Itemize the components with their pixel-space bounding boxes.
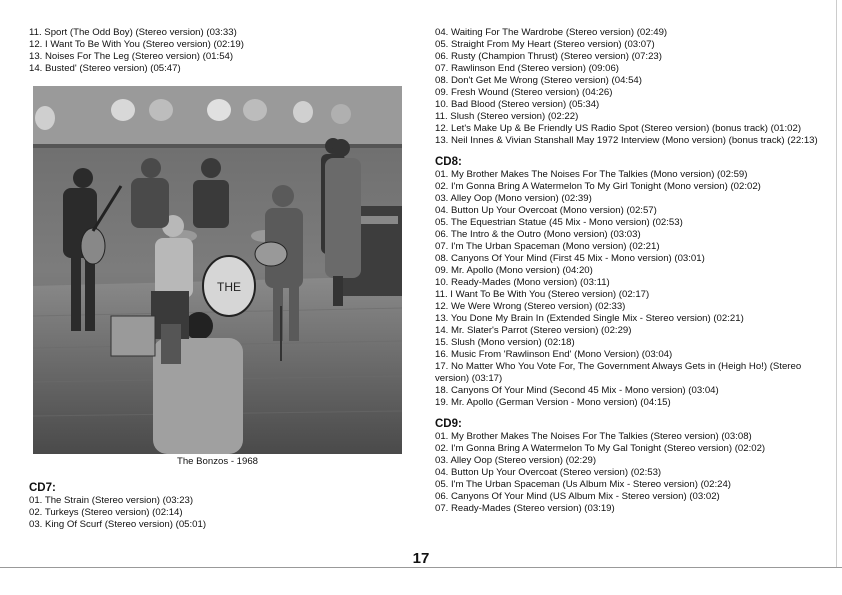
track-line: 01. My Brother Makes The Noises For The Talkies (Stereo version) (03:08)	[435, 431, 752, 442]
track-line: 15. Slush (Mono version) (02:18)	[435, 337, 575, 348]
track-line: 04. Waiting For The Wardrobe (Stereo version) (02:49)	[435, 27, 668, 38]
track-line: 07. I'm The Urban Spaceman (Mono version) (02:21)	[435, 241, 660, 252]
track-line: 02. I'm Gonna Bring A Watermelon To My Gal Tonight (Stereo version) (02:02)	[435, 443, 766, 454]
track-line: 16. Music From 'Rawlinson End' (Mono Version) (03:04)	[435, 349, 673, 360]
right-edge-divider	[836, 0, 837, 567]
photo-caption: The Bonzos - 1968	[176, 456, 259, 467]
left-top-tracklist	[29, 27, 404, 75]
track-line: 12. I Want To Be With You (Stereo version) (02:19)	[29, 39, 244, 50]
cd9-heading: CD9:	[435, 418, 462, 430]
right-tracklist-column	[435, 27, 820, 515]
bottom-divider	[0, 567, 842, 568]
track-line: 11. I Want To Be With You (Stereo version) (02:17)	[435, 289, 650, 300]
track-line: 12. Let's Make Up & Be Friendly US Radio Spot (Stereo version) (bonus track) (01:02)	[435, 123, 802, 134]
track-line: 11. Slush (Stereo version) (02:22)	[435, 111, 579, 122]
cd6-continued-section	[435, 27, 820, 147]
track-line: 02. I'm Gonna Bring A Watermelon To My Girl Tonight (Mono version) (02:02)	[435, 181, 761, 192]
track-line: 08. Don't Get Me Wrong (Stereo version) (04:54)	[435, 75, 642, 86]
track-line: 01. My Brother Makes The Noises For The Talkies (Mono version) (02:59)	[435, 169, 748, 180]
cd9-section	[435, 417, 820, 515]
track-line: 13. Neil Innes & Vivian Stanshall May 1972 Interview (Mono version) (bonus track) (22:13)	[435, 135, 818, 146]
track-line: 03. Alley Oop (Mono version) (02:39)	[435, 193, 592, 204]
track-line: 10. Ready-Mades (Mono version) (03:11)	[435, 277, 610, 288]
svg-text:THE: THE	[217, 280, 241, 294]
track-line: 06. Canyons Of Your Mind (US Album Mix - Stereo version) (03:02)	[435, 491, 720, 502]
track-line: 18. Canyons Of Your Mind (Second 45 Mix - Mono version) (03:04)	[435, 385, 719, 396]
track-line: 01. The Strain (Stereo version) (03:23)	[29, 495, 194, 506]
cd7-heading: CD7:	[29, 482, 56, 494]
track-line: 08. Canyons Of Your Mind (First 45 Mix - Mono version) (03:01)	[435, 253, 705, 264]
band-photo	[33, 86, 402, 454]
track-line: 05. The Equestrian Statue (45 Mix - Mono version) (02:53)	[435, 217, 683, 228]
track-line: 19. Mr. Apollo (German Version - Mono version) (04:15)	[435, 397, 671, 408]
track-line: 02. Turkeys (Stereo version) (02:14)	[29, 507, 183, 518]
track-line: 06. Rusty (Champion Thrust) (Stereo version) (07:23)	[435, 51, 662, 62]
cd8-heading: CD8:	[435, 156, 462, 168]
track-line: 12. We Were Wrong (Stereo version) (02:33)	[435, 301, 626, 312]
track-line: 11. Sport (The Odd Boy) (Stereo version) (03:33)	[29, 27, 237, 38]
track-line: 05. I'm The Urban Spaceman (Us Album Mix - Stereo version) (02:24)	[435, 479, 731, 490]
track-line: 13. Noises For The Leg (Stereo version) (01:54)	[29, 51, 234, 62]
track-line: 17. No Matter Who You Vote For, The Government Always Gets in (Heigh Ho!) (Stereo version) (03:17)	[435, 361, 802, 384]
track-line: 14. Busted' (Stereo version) (05:47)	[29, 63, 181, 74]
track-line: 09. Fresh Wound (Stereo version) (04:26)	[435, 87, 613, 98]
track-line: 03. King Of Scurf (Stereo version) (05:01)	[29, 519, 207, 530]
track-line: 14. Mr. Slater's Parrot (Stereo version) (02:29)	[435, 325, 632, 336]
track-line: 09. Mr. Apollo (Mono version) (04:20)	[435, 265, 593, 276]
track-line: 10. Bad Blood (Stereo version) (05:34)	[435, 99, 600, 110]
track-line: 13. You Done My Brain In (Extended Single Mix - Stereo version) (02:21)	[435, 313, 744, 324]
cd8-section	[435, 155, 820, 409]
track-line: 06. The Intro & the Outro (Mono version) (03:03)	[435, 229, 641, 240]
track-line: 05. Straight From My Heart (Stereo version) (03:07)	[435, 39, 655, 50]
cd7-section	[29, 481, 404, 531]
track-line: 03. Alley Oop (Stereo version) (02:29)	[435, 455, 597, 466]
track-line: 07. Ready-Mades (Stereo version) (03:19)	[435, 503, 615, 514]
page-number: 17	[412, 550, 430, 567]
track-line: 07. Rawlinson End (Stereo version) (09:06)	[435, 63, 619, 74]
track-line: 04. Button Up Your Overcoat (Mono version) (02:57)	[435, 205, 657, 216]
track-line: 04. Button Up Your Overcoat (Stereo version) (02:53)	[435, 467, 662, 478]
